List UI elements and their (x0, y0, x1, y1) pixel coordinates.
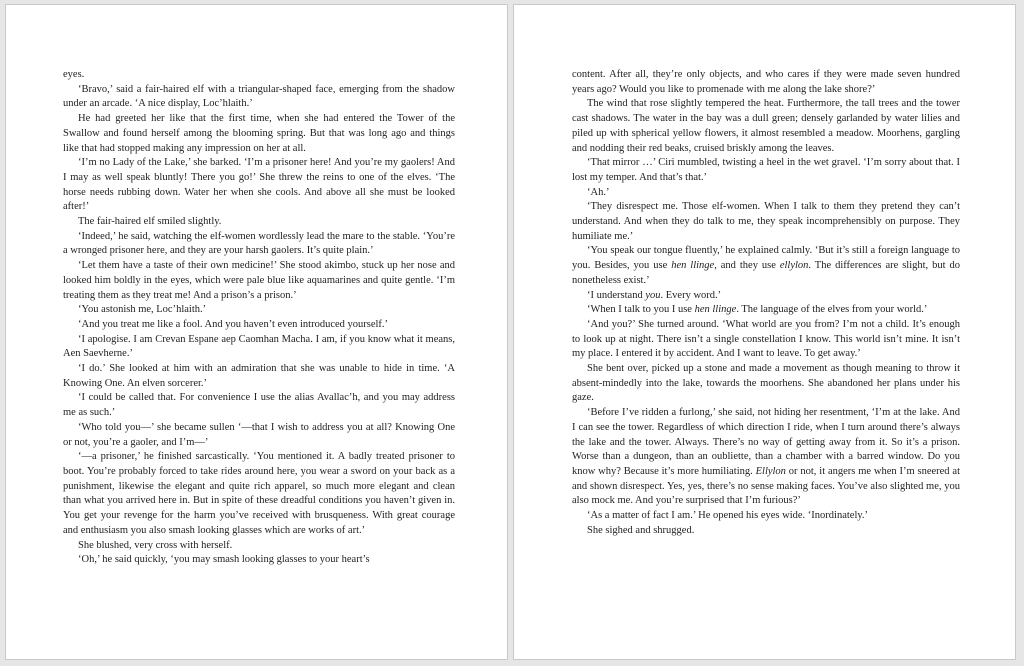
text-run: . The differences are slight, but do nonetheless exist.’ (572, 260, 960, 286)
paragraph: ‘That mirror …’ Ciri mumbled, twisting a heel in the wet gravel. ‘I’m sorry about that. I lost my temper. And that’s that.’ (572, 157, 960, 183)
paragraph: ‘They disrespect me. Those elf-women. When I talk to them they pretend they can’t understand. And when they do talk to me, they speak incomprehensibly on purpose. They humiliate me.’ (572, 201, 960, 242)
paragraph (572, 303, 960, 318)
italic-term: ellylon (779, 260, 809, 272)
text-run: . The language of the elves from your world.’ (736, 304, 928, 316)
paragraph (572, 289, 960, 304)
paragraph: ‘I’m no Lady of the Lake,’ she barked. ‘I’m a prisoner here! And you’re my gaolers! And I may as well speak bluntly! There you go!’ She threw the reins to one of the elves. ‘The horse needs rubbing down. Water her when she cools. And above all she must be looked after!’ (63, 157, 455, 213)
paragraph: ‘Let them have a taste of their own medicine!’ She stood akimbo, stuck up her nose and looked him boldly in the eyes, which were pale blue like aquamarines and quite gentle. ‘I’m treating them as they treat me! And a prison’s a prison.’ (63, 260, 455, 301)
paragraph: ‘Who told you—’ she became sullen ‘—that I wish to address you at all? Knowing One or not, you’re a gaoler, and I’m—’ (63, 421, 455, 448)
left-page-text (63, 68, 455, 568)
paragraph: The fair-haired elf smiled slightly. (78, 216, 222, 228)
paragraph: ‘I could be called that. For convenience I use the alias Avallac’h, and you may address me as such.’ (63, 392, 455, 419)
right-page-text (572, 68, 960, 539)
text-run: ‘Before I’ve ridden a furlong,’ she said, not hiding her resentment, ‘I’m at the lake. And I can see the tower. Regardless of which direction I ride, when I turn around there’s always the lake and the tower. Always. There’s no way of getting away from it. So it’s a prison. Worse than a dungeon, than an oubliette, than a chamber with a barred window. Do you know why? Because it’s more humiliating. (572, 407, 960, 477)
italic-term: Ellylon (755, 465, 786, 477)
paragraph: ‘As a matter of fact I am.’ He opened his eyes wide. ‘Inordinately.’ (587, 510, 869, 522)
paragraph: ‘I do.’ She looked at him with an admiration that she was unable to hide in time. ‘A Knowing One. An elven sorcerer.’ (63, 363, 455, 389)
paragraph: ‘—a prisoner,’ he finished sarcastically. ‘You mentioned it. A badly treated prisoner to boot. You’re probably forced to take rides around here, you wear a sword on your back as a punishment, likewise the elegant and quite rich apparel, so much more elegant and clean than what you arrived here in. But in spite of these dreadful conditions you haven’t given in. You get your revenge for the harm you’ve received with brusqueness. With great courage and enthusiasm you also smash looking glasses which are works of art.’ (63, 451, 455, 536)
paragraph: She blushed, very cross with herself. (78, 539, 233, 551)
paragraph: ‘Oh,’ he said quickly, ‘you may smash looking glasses to your heart’s (78, 554, 370, 566)
paragraph: ‘Ah.’ (587, 186, 610, 198)
right-page (513, 4, 1016, 660)
paragraph: He had greeted her like that the first time, when she had entered the Tower of the Swallow and found herself among the blooming spring. But that was long ago and things like that had stopped making any impression on her at all. (63, 113, 455, 154)
text-run: ‘You speak our tongue fluently,’ he explained calmly. ‘But it’s still a foreign language to you. Besides, you use (572, 245, 960, 272)
paragraph: ‘Bravo,’ said a fair-haired elf with a triangular-shaped face, emerging from the shadow under an arcade. ‘A nice display, Loc’hlaith.’ (63, 83, 455, 110)
text-run: , and they use (714, 260, 780, 272)
paragraph: ‘You astonish me, Loc’hlaith.’ (78, 304, 207, 316)
text-run: ‘When I talk to you I use (587, 304, 695, 316)
italic-term: you (645, 289, 661, 301)
text-run: ‘I understand (587, 289, 646, 301)
paragraph: ‘I apologise. I am Crevan Espane aep Caomhan Macha. I am, if you know what it means, Aen Saevherne.’ (63, 333, 455, 360)
paragraph: ‘And you treat me like a fool. And you haven’t even introduced yourself.’ (78, 318, 389, 330)
paragraph: The wind that rose slightly tempered the heat. Furthermore, the tall trees and the tower cast shadows. The water in the bay was a dull green; densely garlanded by water lilies and piled up with spherical yellow flowers, it almost resembled a meadow. Moorhens, gargling and nodding their red beaks, cruised briskly among the leaves. (572, 98, 960, 154)
text-run: or not, it angers me when I’m sneered at and shown disrespect. Yes, yes, there’s no sense making faces. You’ve also slighted me, you also mock me. And you’re surprised that I’m furious?’ (572, 465, 960, 507)
paragraph: eyes. (63, 69, 85, 80)
italic-term: hen llinge (694, 304, 737, 316)
paragraph: content. After all, they’re only objects, and who cares if they were made seven hundred years ago? Would you like to promenade with me along the lake shore?’ (572, 69, 960, 95)
text-run: . Every word.’ (660, 289, 722, 301)
paragraph (572, 244, 960, 288)
paragraph: She sighed and shrugged. (587, 524, 695, 536)
left-page (5, 4, 508, 660)
paragraph: ‘And you?’ She turned around. ‘What world are you from? I’m not a child. It’s enough to look up at night. There isn’t a single constellation I know. This world isn’t mine. It isn’t my place. I entered it by accident. And I want to leave. To get away.’ (572, 318, 960, 360)
italic-term: hen llinge (671, 260, 715, 272)
paragraph (572, 406, 960, 509)
paragraph: She bent over, picked up a stone and made a movement as though meaning to throw it absent-mindedly into the lake, towards the moorhens. She abandoned her plans under his gaze. (572, 363, 960, 404)
paragraph: ‘Indeed,’ he said, watching the elf-women wordlessly lead the mare to the stable. ‘You’re a wronged prisoner here, and they are your harsh gaolers. It’s quite plain.’ (63, 230, 455, 257)
